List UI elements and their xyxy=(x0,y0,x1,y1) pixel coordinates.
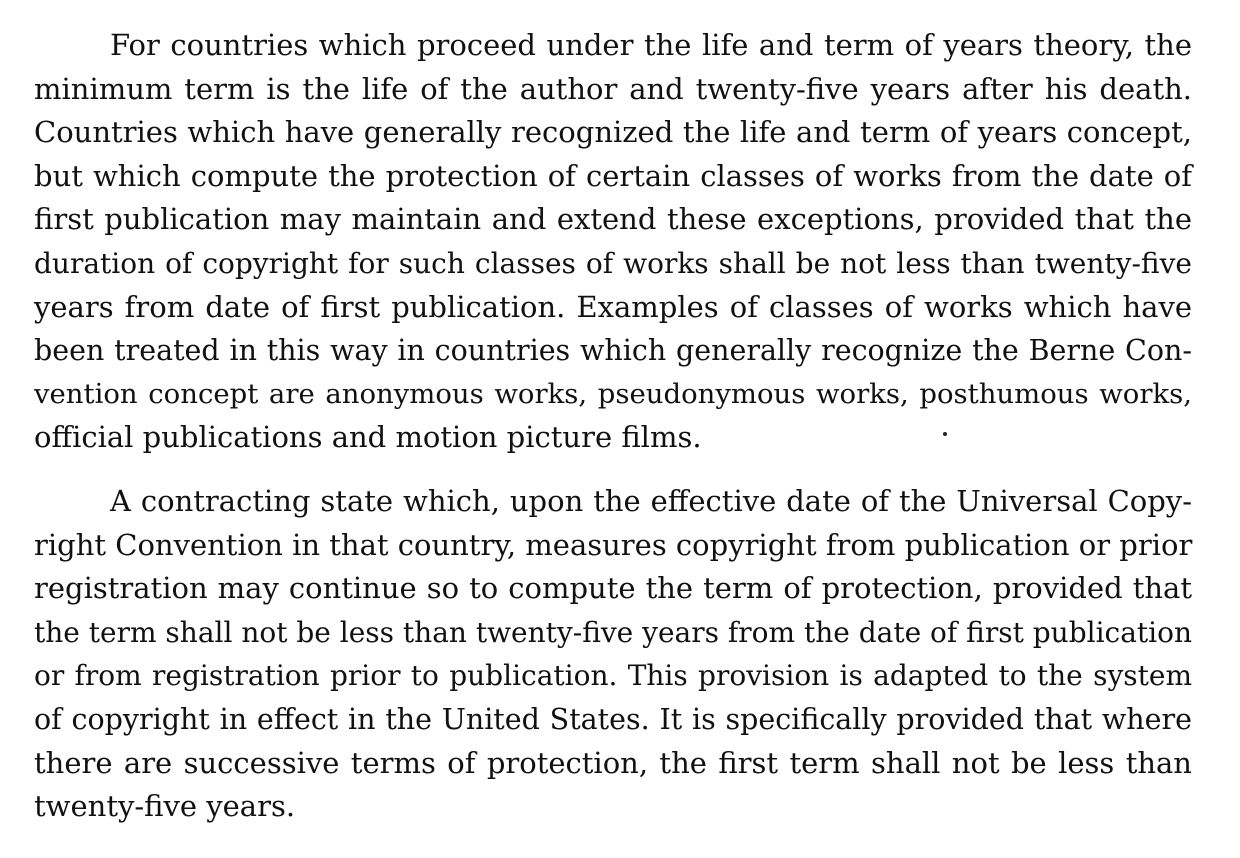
text-line: registration may continue so to compute the term of protection, provided that xyxy=(34,571,1192,606)
text-line: of copyright in effect in the United States. It is specifically provided that where xyxy=(34,702,1192,736)
document-page xyxy=(34,24,1192,829)
text-line: For countries which proceed under the life and term of years theory, the xyxy=(110,28,1192,62)
paragraph-term-of-years xyxy=(34,24,1192,460)
text-line: A contracting state which, upon the effective date of the Universal Copy- xyxy=(110,483,1192,518)
text-line: or from registration prior to publication. This provision is adapted to the system xyxy=(34,659,1192,693)
paragraph-spacer xyxy=(34,460,1192,480)
paragraph-contracting-state xyxy=(34,480,1192,829)
text-line: vention concept are anonymous works, pseudonymous works, posthumous works, xyxy=(34,377,1192,410)
text-line: official publications and motion picture films. xyxy=(34,420,702,455)
text-line: the term shall not be less than twenty-five years from the date of first publication xyxy=(34,615,1193,649)
text-line: been treated in this way in countries which generally recognize the Berne Con- xyxy=(34,334,1192,368)
text-line: minimum term is the life of the author and twenty-five years after his death. xyxy=(34,71,1192,106)
text-line: twenty-five years. xyxy=(34,789,296,824)
text-line: first publication may maintain and extend these exceptions, provided that the xyxy=(34,202,1192,237)
ink-speck xyxy=(943,432,947,436)
text-line: years from date of first publication. Examples of classes of works which have xyxy=(34,289,1192,324)
text-line: duration of copyright for such classes of works shall be not less than twenty-five xyxy=(34,246,1192,280)
text-line: right Convention in that country, measures copyright from publication or prior xyxy=(34,527,1193,562)
text-line: Countries which have generally recognized the life and term of years concept, xyxy=(34,115,1192,150)
text-line: there are successive terms of protection, the first term shall not be less than xyxy=(34,745,1192,780)
text-line: but which compute the protection of certain classes of works from the date of xyxy=(34,158,1192,193)
